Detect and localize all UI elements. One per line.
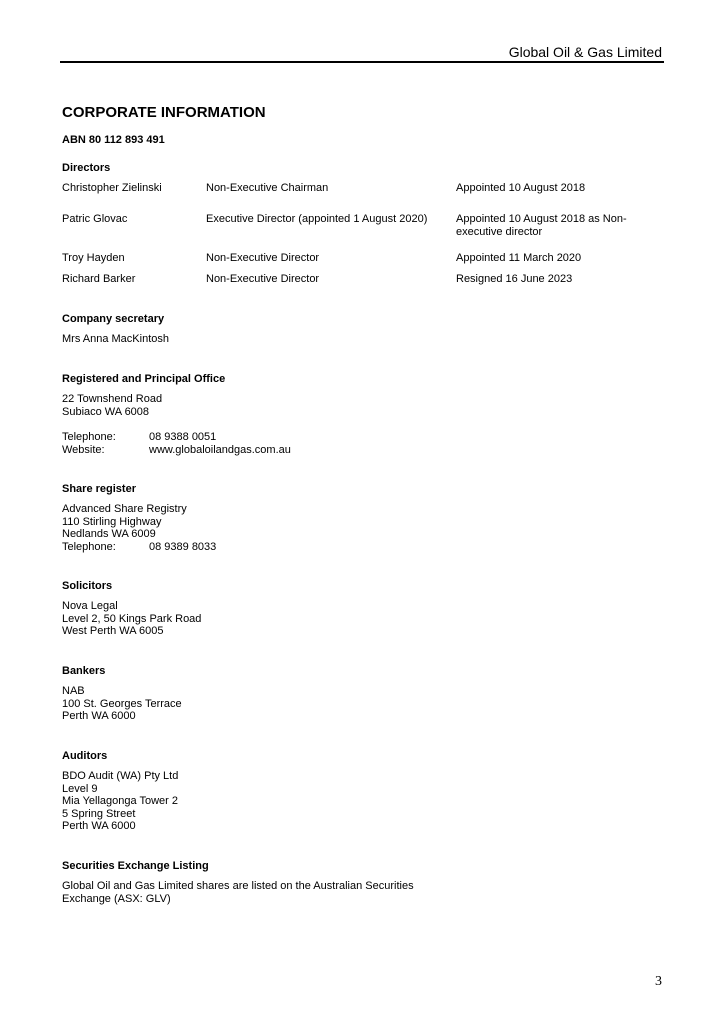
- page-title: CORPORATE INFORMATION: [62, 104, 266, 121]
- directors-heading: Directors: [62, 162, 111, 174]
- listing-line: Exchange (ASX: GLV): [62, 892, 171, 905]
- bankers-heading: Bankers: [62, 665, 106, 677]
- bankers-line: Perth WA 6000: [62, 710, 136, 722]
- director-role: Non-Executive Chairman: [206, 182, 329, 194]
- director-role: Executive Director (appointed 1 August 2020): [206, 213, 428, 225]
- telephone-value: 08 9389 8033: [149, 540, 217, 553]
- director-appointment: Appointed 11 March 2020: [456, 252, 582, 264]
- auditors-line: Perth WA 6000: [62, 820, 136, 832]
- office-address-line: Subiaco WA 6008: [62, 405, 150, 418]
- share-register-line: Nedlands WA 6009: [62, 528, 156, 540]
- director-appointment: Resigned 16 June 2023: [456, 273, 573, 285]
- header-rule: [60, 61, 664, 63]
- telephone-label: Telephone:: [62, 431, 116, 443]
- solicitors-line: Nova Legal: [62, 600, 118, 612]
- listing-heading: Securities Exchange Listing: [62, 860, 209, 872]
- auditors-line: Level 9: [62, 782, 98, 795]
- auditors-line: Mia Yellagonga Tower 2: [62, 795, 178, 807]
- director-name: Troy Hayden: [62, 252, 125, 264]
- abn: ABN 80 112 893 491: [62, 134, 165, 146]
- telephone-value: 08 9388 0051: [149, 431, 217, 443]
- listing-line: Global Oil and Gas Limited shares are listed on the Australian Securities: [62, 880, 414, 892]
- director-appointment: Appointed 10 August 2018 as Non-executive director: [456, 213, 627, 238]
- auditors-line: BDO Audit (WA) Pty Ltd: [62, 770, 179, 782]
- solicitors-heading: Solicitors: [62, 580, 113, 592]
- share-register-line: 110 Stirling Highway: [62, 515, 162, 528]
- office-heading: Registered and Principal Office: [62, 373, 226, 385]
- director-role: Non-Executive Director: [206, 252, 320, 264]
- share-register-heading: Share register: [62, 483, 136, 495]
- bankers-line: NAB: [62, 685, 85, 697]
- director-appointment: Appointed 10 August 2018: [456, 182, 586, 194]
- share-register-telephone: [62, 541, 216, 554]
- secretary-heading: Company secretary: [62, 313, 165, 325]
- auditors-line: 5 Spring Street: [62, 807, 136, 820]
- director-name: Christopher Zielinski: [62, 182, 162, 194]
- office-telephone: [62, 431, 216, 444]
- solicitors-line: Level 2, 50 Kings Park Road: [62, 612, 202, 625]
- solicitors-line: West Perth WA 6005: [62, 625, 164, 637]
- website-label: Website:: [62, 443, 105, 456]
- secretary-name: Mrs Anna MacKintosh: [62, 333, 169, 345]
- telephone-label: Telephone:: [62, 540, 116, 553]
- office-website: [62, 444, 291, 457]
- director-name: Patric Glovac: [62, 213, 128, 225]
- page-number: 3: [655, 974, 662, 989]
- director-role: Non-Executive Director: [206, 273, 320, 285]
- company-header: Global Oil & Gas Limited: [508, 44, 662, 60]
- office-address-line: 22 Townshend Road: [62, 393, 163, 405]
- website-value: www.globaloilandgas.com.au: [149, 443, 291, 456]
- auditors-heading: Auditors: [62, 750, 108, 762]
- bankers-line: 100 St. Georges Terrace: [62, 697, 182, 710]
- share-register-line: Advanced Share Registry: [62, 503, 187, 515]
- director-name: Richard Barker: [62, 273, 136, 285]
